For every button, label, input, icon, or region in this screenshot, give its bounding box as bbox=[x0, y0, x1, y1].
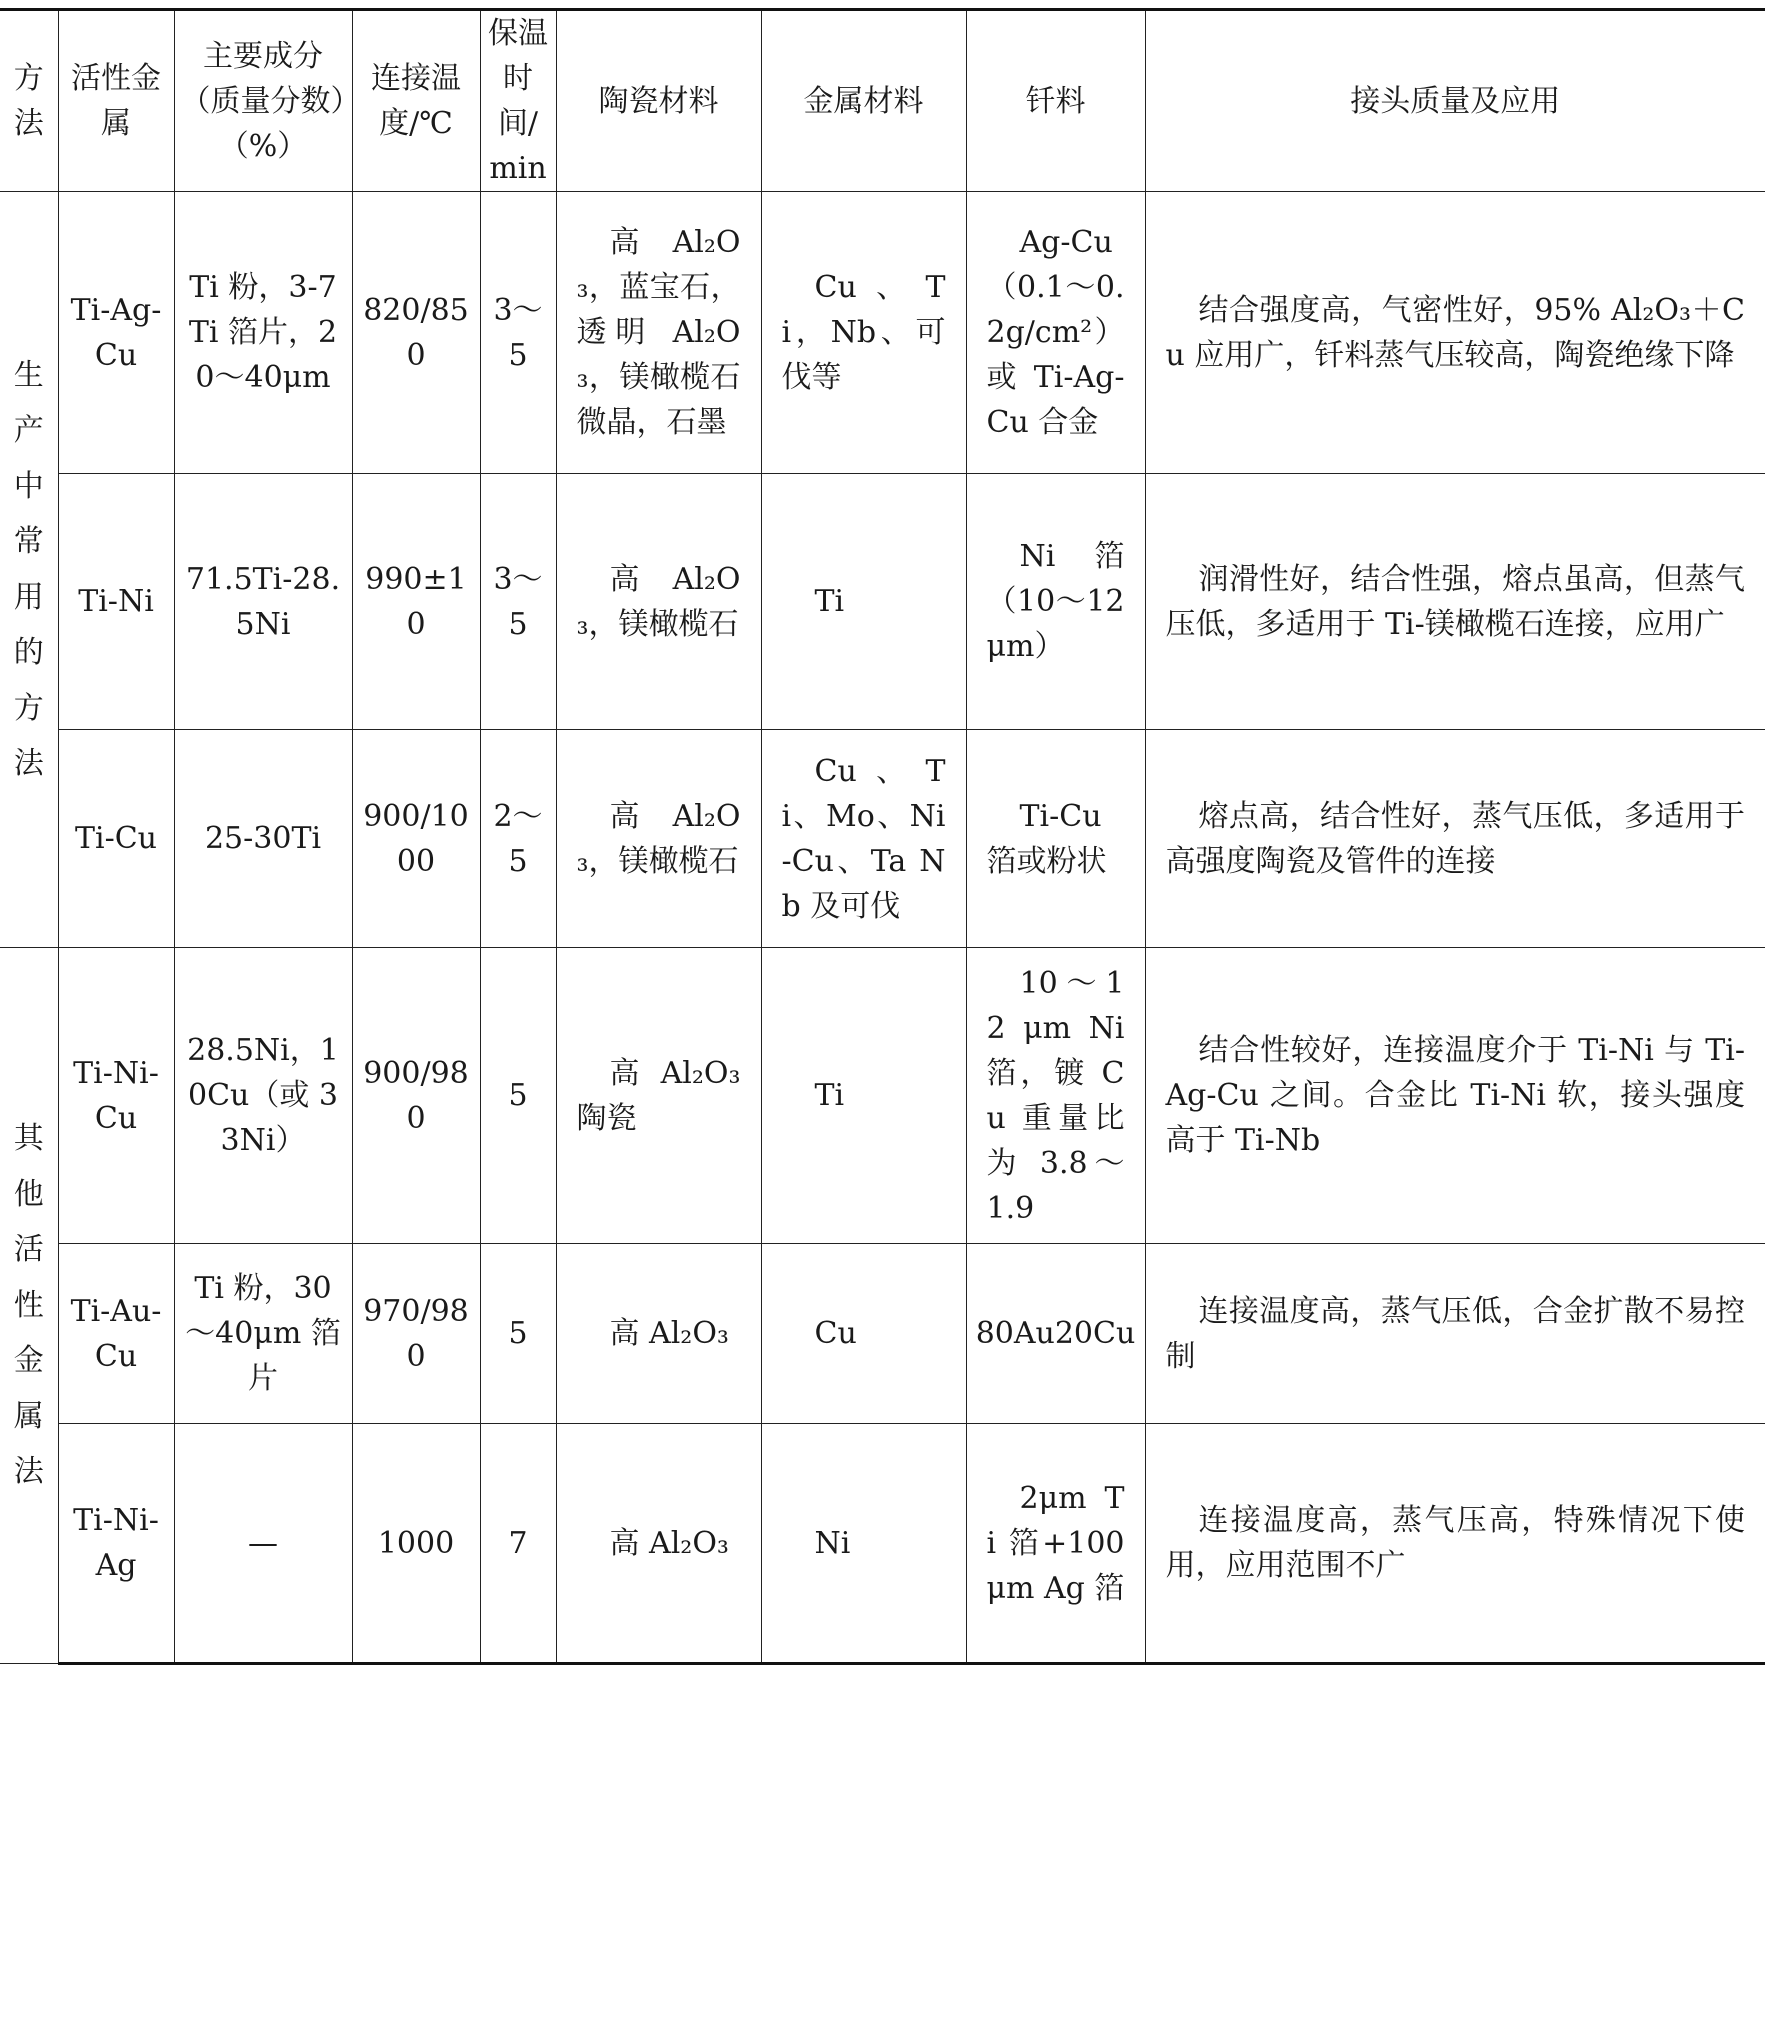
active-metal-cell: Ti-Au-Cu bbox=[58, 1244, 174, 1424]
header-row bbox=[0, 10, 1765, 192]
metal-cell: Cu、Ti，Nb、可伐等 bbox=[761, 192, 966, 474]
quality-cell: 连接温度高，蒸气压高，特殊情况下使用，应用范围不广 bbox=[1145, 1424, 1765, 1664]
ceramic-cell: 高 Al₂O₃，镁橄榄石 bbox=[556, 474, 761, 730]
ceramic-cell: 高 Al₂O₃ bbox=[556, 1244, 761, 1424]
header-metal: 金属材料 bbox=[761, 10, 966, 192]
quality-cell: 连接温度高，蒸气压低，合金扩散不易控制 bbox=[1145, 1244, 1765, 1424]
active-metal-cell: Ti-Cu bbox=[58, 730, 174, 948]
table-row bbox=[0, 192, 1765, 474]
metal-cell: Cu bbox=[761, 1244, 966, 1424]
metal-cell: Ti bbox=[761, 948, 966, 1244]
active-metal-cell: Ti-Ni-Cu bbox=[58, 948, 174, 1244]
ceramic-cell: 高 Al₂O₃，镁橄榄石 bbox=[556, 730, 761, 948]
table-row bbox=[0, 474, 1765, 730]
filler-cell: 2μm Ti 箔+100μm Ag 箔 bbox=[966, 1424, 1145, 1664]
ceramic-cell: 高 Al₂O₃，蓝宝石，透明 Al₂O₃，镁橄榄石微晶，石墨 bbox=[556, 192, 761, 474]
table-row bbox=[0, 948, 1765, 1244]
hold-time-cell: 5 bbox=[480, 948, 556, 1244]
quality-cell: 结合性较好，连接温度介于 Ti-Ni 与 Ti-Ag-Cu 之间。合金比 Ti-Ni 软，接头强度高于 Ti-Nb bbox=[1145, 948, 1765, 1244]
quality-cell: 结合强度高，气密性好，95% Al₂O₃＋Cu 应用广，钎料蒸气压较高，陶瓷绝缘下降 bbox=[1145, 192, 1765, 474]
header-method: 方法 bbox=[0, 10, 58, 192]
ceramic-cell: 高 Al₂O₃ bbox=[556, 1424, 761, 1664]
composition-cell: Ti 粉，3-7Ti 箔片，20～40μm bbox=[174, 192, 352, 474]
header-active-metal: 活性金属 bbox=[58, 10, 174, 192]
hold-time-cell: 7 bbox=[480, 1424, 556, 1664]
header-ceramic: 陶瓷材料 bbox=[556, 10, 761, 192]
composition-cell: Ti 粉，30～40μm 箔片 bbox=[174, 1244, 352, 1424]
filler-cell: Ag-Cu（0.1～0.2g/cm²）或 Ti-Ag-Cu 合金 bbox=[966, 192, 1145, 474]
table-row bbox=[0, 1244, 1765, 1424]
ceramic-cell: 高 Al₂O₃ 陶瓷 bbox=[556, 948, 761, 1244]
active-metal-cell: Ti-Ni bbox=[58, 474, 174, 730]
quality-cell: 熔点高，结合性好，蒸气压低，多适用于高强度陶瓷及管件的连接 bbox=[1145, 730, 1765, 948]
header-quality: 接头质量及应用 bbox=[1145, 10, 1765, 192]
composition-cell: 25-30Ti bbox=[174, 730, 352, 948]
header-filler: 钎料 bbox=[966, 10, 1145, 192]
brazing-methods-table bbox=[0, 8, 1765, 1665]
temperature-cell: 900/980 bbox=[352, 948, 480, 1244]
hold-time-cell: 2～5 bbox=[480, 730, 556, 948]
hold-time-cell: 5 bbox=[480, 1244, 556, 1424]
method-group-common: 生产中常用的方法 bbox=[0, 192, 58, 948]
temperature-cell: 1000 bbox=[352, 1424, 480, 1664]
filler-cell: 80Au20Cu bbox=[966, 1244, 1145, 1424]
temperature-cell: 820/850 bbox=[352, 192, 480, 474]
method-group-other: 其他活性金属法 bbox=[0, 948, 58, 1664]
metal-cell: Cu、Ti、Mo、Ni-Cu、Ta Nb 及可伐 bbox=[761, 730, 966, 948]
header-temperature: 连接温度/℃ bbox=[352, 10, 480, 192]
active-metal-cell: Ti-Ag-Cu bbox=[58, 192, 174, 474]
quality-cell: 润滑性好，结合性强，熔点虽高，但蒸气压低，多适用于 Ti-镁橄榄石连接，应用广 bbox=[1145, 474, 1765, 730]
hold-time-cell: 3～5 bbox=[480, 192, 556, 474]
metal-cell: Ni bbox=[761, 1424, 966, 1664]
temperature-cell: 900/1000 bbox=[352, 730, 480, 948]
active-metal-cell: Ti-Ni-Ag bbox=[58, 1424, 174, 1664]
composition-cell: 71.5Ti-28.5Ni bbox=[174, 474, 352, 730]
composition-cell: — bbox=[174, 1424, 352, 1664]
filler-cell: Ti-Cu 箔或粉状 bbox=[966, 730, 1145, 948]
header-hold-time: 保温时间/min bbox=[480, 10, 556, 192]
hold-time-cell: 3～5 bbox=[480, 474, 556, 730]
table-row bbox=[0, 730, 1765, 948]
temperature-cell: 990±10 bbox=[352, 474, 480, 730]
filler-cell: 10～12 μm Ni 箔，镀 Cu 重量比为 3.8～1.9 bbox=[966, 948, 1145, 1244]
header-composition: 主要成分（质量分数）（%） bbox=[174, 10, 352, 192]
filler-cell: Ni 箔（10～12μm） bbox=[966, 474, 1145, 730]
composition-cell: 28.5Ni，10Cu（或 33Ni） bbox=[174, 948, 352, 1244]
metal-cell: Ti bbox=[761, 474, 966, 730]
table-row bbox=[0, 1424, 1765, 1664]
temperature-cell: 970/980 bbox=[352, 1244, 480, 1424]
